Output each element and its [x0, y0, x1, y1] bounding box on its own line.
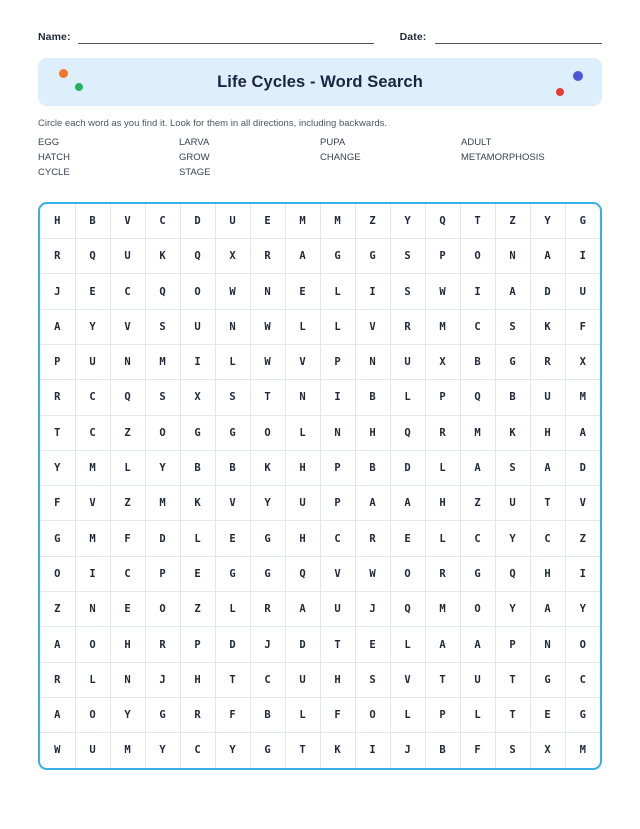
word-list-item[interactable]: GROW	[179, 151, 210, 163]
puzzle-cell[interactable]: N	[320, 415, 355, 450]
puzzle-cell[interactable]: F	[110, 521, 145, 556]
puzzle-cell[interactable]: I	[355, 733, 390, 768]
puzzle-cell[interactable]: T	[530, 486, 565, 521]
puzzle-cell[interactable]: S	[355, 662, 390, 697]
puzzle-cell[interactable]: L	[425, 521, 460, 556]
puzzle-cell[interactable]: G	[565, 204, 600, 239]
puzzle-cell[interactable]: I	[355, 274, 390, 309]
puzzle-cell[interactable]: C	[110, 556, 145, 591]
puzzle-cell[interactable]: T	[250, 380, 285, 415]
puzzle-cell[interactable]: N	[110, 662, 145, 697]
word-list-item[interactable]: HATCH	[38, 151, 71, 163]
puzzle-cell[interactable]: L	[285, 415, 320, 450]
puzzle-cell[interactable]: I	[460, 274, 495, 309]
puzzle-cell[interactable]: C	[320, 521, 355, 556]
puzzle-cell[interactable]: C	[145, 204, 180, 239]
puzzle-cell[interactable]: W	[215, 274, 250, 309]
puzzle-cell[interactable]: S	[145, 380, 180, 415]
puzzle-cell[interactable]: U	[75, 733, 110, 768]
puzzle-cell[interactable]: Q	[285, 556, 320, 591]
puzzle-cell[interactable]: J	[40, 274, 75, 309]
puzzle-cell[interactable]: C	[460, 521, 495, 556]
word-list-item[interactable]: EGG	[38, 136, 60, 148]
puzzle-cell[interactable]: S	[145, 309, 180, 344]
puzzle-cell[interactable]: F	[565, 309, 600, 344]
date-field	[400, 30, 602, 44]
puzzle-cell[interactable]: B	[355, 380, 390, 415]
puzzle-cell[interactable]: Z	[460, 486, 495, 521]
puzzle-cell[interactable]: O	[460, 239, 495, 274]
puzzle-cell[interactable]: B	[495, 380, 530, 415]
puzzle-cell[interactable]: Q	[390, 592, 425, 627]
puzzle-row	[40, 627, 600, 662]
puzzle-cell[interactable]: P	[320, 450, 355, 485]
puzzle-cell[interactable]: B	[250, 697, 285, 732]
word-search-grid[interactable]	[38, 202, 602, 770]
puzzle-cell[interactable]: C	[460, 309, 495, 344]
puzzle-cell[interactable]: G	[215, 415, 250, 450]
puzzle-cell[interactable]: R	[40, 662, 75, 697]
puzzle-row	[40, 486, 600, 521]
puzzle-cell[interactable]: O	[460, 592, 495, 627]
puzzle-cell[interactable]: A	[40, 309, 75, 344]
puzzle-cell[interactable]: E	[390, 521, 425, 556]
puzzle-cell[interactable]: D	[530, 274, 565, 309]
puzzle-cell[interactable]: M	[565, 380, 600, 415]
puzzle-row	[40, 380, 600, 415]
puzzle-cell[interactable]: W	[425, 274, 460, 309]
puzzle-cell[interactable]: I	[75, 556, 110, 591]
puzzle-cell[interactable]: E	[75, 274, 110, 309]
puzzle-cell[interactable]: E	[180, 556, 215, 591]
puzzle-cell[interactable]: Z	[495, 204, 530, 239]
puzzle-cell[interactable]: Z	[40, 592, 75, 627]
puzzle-cell[interactable]: O	[145, 415, 180, 450]
puzzle-cell[interactable]: N	[110, 345, 145, 380]
puzzle-cell[interactable]: S	[390, 274, 425, 309]
puzzle-row	[40, 274, 600, 309]
puzzle-cell[interactable]: F	[40, 486, 75, 521]
puzzle-cell[interactable]: G	[530, 662, 565, 697]
puzzle-cell[interactable]: T	[320, 627, 355, 662]
puzzle-cell[interactable]: O	[75, 697, 110, 732]
puzzle-row	[40, 521, 600, 556]
puzzle-cell[interactable]: A	[425, 627, 460, 662]
puzzle-cell[interactable]: U	[285, 486, 320, 521]
puzzle-cell[interactable]: C	[75, 380, 110, 415]
word-list-item[interactable]: LARVA	[179, 136, 210, 148]
puzzle-cell[interactable]: L	[285, 697, 320, 732]
puzzle-cell[interactable]: K	[530, 309, 565, 344]
puzzle-cell[interactable]: K	[320, 733, 355, 768]
puzzle-row	[40, 556, 600, 591]
puzzle-cell[interactable]: J	[355, 592, 390, 627]
puzzle-cell[interactable]: L	[390, 627, 425, 662]
puzzle-cell[interactable]: T	[495, 697, 530, 732]
puzzle-cell[interactable]: Q	[425, 204, 460, 239]
puzzle-cell[interactable]: Y	[530, 204, 565, 239]
puzzle-cell[interactable]: O	[145, 592, 180, 627]
puzzle-cell[interactable]: U	[565, 274, 600, 309]
puzzle-cell[interactable]: V	[110, 309, 145, 344]
puzzle-cell[interactable]: A	[285, 592, 320, 627]
puzzle-cell[interactable]: R	[355, 521, 390, 556]
puzzle-cell[interactable]: C	[75, 415, 110, 450]
puzzle-cell[interactable]: U	[320, 592, 355, 627]
puzzle-cell[interactable]: U	[460, 662, 495, 697]
puzzle-cell[interactable]: T	[215, 662, 250, 697]
puzzle-cell[interactable]: E	[215, 521, 250, 556]
puzzle-cell[interactable]: X	[530, 733, 565, 768]
puzzle-cell[interactable]: E	[530, 697, 565, 732]
puzzle-cell[interactable]: M	[320, 204, 355, 239]
puzzle-cell[interactable]: G	[250, 733, 285, 768]
puzzle-cell[interactable]: V	[285, 345, 320, 380]
puzzle-cell[interactable]: M	[145, 486, 180, 521]
puzzle-cell[interactable]: C	[180, 733, 215, 768]
puzzle-cell[interactable]: U	[495, 486, 530, 521]
puzzle-cell[interactable]: Y	[390, 204, 425, 239]
puzzle-row	[40, 204, 600, 239]
puzzle-cell[interactable]: V	[110, 204, 145, 239]
puzzle-cell[interactable]: L	[320, 274, 355, 309]
puzzle-cell[interactable]: U	[285, 662, 320, 697]
puzzle-cell[interactable]: H	[530, 415, 565, 450]
puzzle-cell[interactable]: U	[530, 380, 565, 415]
puzzle-cell[interactable]: T	[495, 662, 530, 697]
puzzle-cell[interactable]: Z	[565, 521, 600, 556]
puzzle-cell[interactable]: C	[530, 521, 565, 556]
puzzle-cell[interactable]: I	[565, 239, 600, 274]
puzzle-cell[interactable]: A	[40, 697, 75, 732]
date-label: Date:	[399, 31, 427, 43]
puzzle-cell[interactable]: F	[460, 733, 495, 768]
puzzle-cell[interactable]: K	[495, 415, 530, 450]
puzzle-cell[interactable]: M	[110, 733, 145, 768]
puzzle-cell[interactable]: G	[250, 521, 285, 556]
puzzle-cell[interactable]: R	[390, 309, 425, 344]
word-list-item[interactable]: METAMORPHOSIS	[461, 151, 545, 163]
puzzle-cell[interactable]: A	[355, 486, 390, 521]
puzzle-cell[interactable]: R	[250, 239, 285, 274]
puzzle-cell[interactable]: M	[75, 450, 110, 485]
puzzle-table	[40, 204, 600, 768]
puzzle-cell[interactable]: G	[215, 556, 250, 591]
puzzle-cell[interactable]: Q	[145, 274, 180, 309]
puzzle-cell[interactable]: H	[320, 662, 355, 697]
puzzle-cell[interactable]: R	[530, 345, 565, 380]
decorative-dot-red-icon	[556, 88, 564, 96]
puzzle-cell[interactable]: J	[145, 662, 180, 697]
puzzle-cell[interactable]: I	[180, 345, 215, 380]
puzzle-cell[interactable]: Z	[110, 415, 145, 450]
puzzle-cell[interactable]: U	[180, 309, 215, 344]
puzzle-cell[interactable]: O	[40, 556, 75, 591]
puzzle-cell[interactable]: H	[285, 521, 320, 556]
puzzle-cell[interactable]: C	[110, 274, 145, 309]
puzzle-cell[interactable]: N	[495, 239, 530, 274]
word-list-item[interactable]: CYCLE	[38, 166, 70, 178]
puzzle-cell[interactable]: D	[180, 204, 215, 239]
puzzle-cell[interactable]: G	[495, 345, 530, 380]
puzzle-cell[interactable]: W	[250, 345, 285, 380]
puzzle-cell[interactable]: L	[215, 592, 250, 627]
puzzle-cell[interactable]: N	[215, 309, 250, 344]
puzzle-cell[interactable]: G	[565, 697, 600, 732]
puzzle-cell[interactable]: A	[530, 239, 565, 274]
puzzle-cell[interactable]: N	[75, 592, 110, 627]
puzzle-cell[interactable]: X	[425, 345, 460, 380]
puzzle-row	[40, 450, 600, 485]
word-list-item[interactable]: CHANGE	[320, 151, 361, 163]
puzzle-cell[interactable]: K	[180, 486, 215, 521]
puzzle-cell[interactable]: G	[460, 556, 495, 591]
puzzle-cell[interactable]: O	[180, 274, 215, 309]
puzzle-cell[interactable]: P	[495, 627, 530, 662]
puzzle-cell[interactable]: N	[530, 627, 565, 662]
puzzle-cell[interactable]: X	[180, 380, 215, 415]
puzzle-cell[interactable]: R	[250, 592, 285, 627]
puzzle-cell[interactable]: E	[285, 274, 320, 309]
puzzle-cell[interactable]: A	[565, 415, 600, 450]
date-input-line[interactable]	[435, 30, 602, 44]
puzzle-cell[interactable]: B	[355, 450, 390, 485]
puzzle-cell[interactable]: R	[40, 380, 75, 415]
puzzle-cell[interactable]: V	[320, 556, 355, 591]
puzzle-cell[interactable]: M	[565, 733, 600, 768]
puzzle-cell[interactable]: P	[425, 697, 460, 732]
puzzle-cell[interactable]: F	[215, 697, 250, 732]
puzzle-cell[interactable]: L	[285, 309, 320, 344]
puzzle-cell[interactable]: M	[425, 592, 460, 627]
title-banner	[38, 58, 602, 106]
puzzle-row	[40, 697, 600, 732]
puzzle-cell[interactable]: V	[390, 662, 425, 697]
puzzle-cell[interactable]: A	[390, 486, 425, 521]
puzzle-cell[interactable]: R	[425, 556, 460, 591]
puzzle-cell[interactable]: Z	[180, 592, 215, 627]
puzzle-cell[interactable]: A	[460, 450, 495, 485]
puzzle-cell[interactable]: Y	[75, 309, 110, 344]
puzzle-cell[interactable]: V	[75, 486, 110, 521]
puzzle-cell[interactable]: S	[495, 450, 530, 485]
puzzle-cell[interactable]: W	[40, 733, 75, 768]
student-meta-row	[0, 0, 640, 44]
puzzle-cell[interactable]: D	[390, 450, 425, 485]
puzzle-cell[interactable]: U	[110, 239, 145, 274]
puzzle-row	[40, 733, 600, 768]
puzzle-cell[interactable]: Q	[495, 556, 530, 591]
puzzle-cell[interactable]: T	[425, 662, 460, 697]
puzzle-cell[interactable]: G	[320, 239, 355, 274]
puzzle-cell[interactable]: P	[145, 556, 180, 591]
puzzle-cell[interactable]: E	[250, 204, 285, 239]
name-label: Name:	[38, 31, 71, 43]
puzzle-cell[interactable]: L	[75, 662, 110, 697]
puzzle-cell[interactable]: N	[355, 345, 390, 380]
puzzle-cell[interactable]: D	[565, 450, 600, 485]
puzzle-cell[interactable]: D	[285, 627, 320, 662]
puzzle-cell[interactable]: N	[285, 380, 320, 415]
puzzle-cell[interactable]: A	[460, 627, 495, 662]
puzzle-cell[interactable]: T	[285, 733, 320, 768]
puzzle-cell[interactable]: Z	[110, 486, 145, 521]
puzzle-cell[interactable]: J	[250, 627, 285, 662]
puzzle-cell[interactable]: P	[425, 380, 460, 415]
word-list-item[interactable]: PUPA	[320, 136, 346, 148]
puzzle-cell[interactable]: E	[355, 627, 390, 662]
puzzle-cell[interactable]: H	[180, 662, 215, 697]
page-title: Life Cycles - Word Search	[217, 72, 423, 91]
puzzle-cell[interactable]: H	[285, 450, 320, 485]
puzzle-cell[interactable]: W	[355, 556, 390, 591]
word-list	[38, 135, 602, 180]
puzzle-cell[interactable]: S	[390, 239, 425, 274]
puzzle-cell[interactable]: S	[215, 380, 250, 415]
puzzle-cell[interactable]: Y	[495, 592, 530, 627]
puzzle-cell[interactable]: R	[145, 627, 180, 662]
puzzle-cell[interactable]: T	[460, 204, 495, 239]
puzzle-row	[40, 592, 600, 627]
puzzle-cell[interactable]: X	[565, 345, 600, 380]
puzzle-cell[interactable]: P	[180, 627, 215, 662]
puzzle-cell[interactable]: R	[425, 415, 460, 450]
puzzle-cell[interactable]: A	[530, 592, 565, 627]
puzzle-cell[interactable]: O	[75, 627, 110, 662]
puzzle-cell[interactable]: Q	[110, 380, 145, 415]
puzzle-cell[interactable]: U	[215, 204, 250, 239]
word-list-item[interactable]: STAGE	[179, 166, 211, 178]
puzzle-cell[interactable]: B	[215, 450, 250, 485]
puzzle-cell[interactable]: U	[75, 345, 110, 380]
puzzle-cell[interactable]: M	[75, 521, 110, 556]
puzzle-cell[interactable]: H	[110, 627, 145, 662]
decorative-dot-orange-icon	[59, 69, 68, 78]
puzzle-row	[40, 415, 600, 450]
name-field	[38, 30, 374, 44]
puzzle-cell[interactable]: M	[425, 309, 460, 344]
decorative-dot-blue-icon	[573, 71, 583, 81]
puzzle-cell[interactable]: G	[145, 697, 180, 732]
puzzle-cell[interactable]: P	[40, 345, 75, 380]
puzzle-cell[interactable]: L	[320, 309, 355, 344]
puzzle-cell[interactable]: G	[355, 239, 390, 274]
puzzle-cell[interactable]: W	[250, 309, 285, 344]
puzzle-cell[interactable]: R	[180, 697, 215, 732]
puzzle-cell[interactable]: C	[565, 662, 600, 697]
puzzle-cell[interactable]: O	[565, 627, 600, 662]
puzzle-cell[interactable]: P	[425, 239, 460, 274]
puzzle-cell[interactable]: I	[565, 556, 600, 591]
name-input-line[interactable]	[78, 30, 374, 44]
puzzle-row	[40, 239, 600, 274]
puzzle-cell[interactable]: A	[285, 239, 320, 274]
puzzle-cell[interactable]: V	[355, 309, 390, 344]
puzzle-cell[interactable]: V	[215, 486, 250, 521]
puzzle-cell[interactable]: Q	[180, 239, 215, 274]
puzzle-cell[interactable]: O	[355, 697, 390, 732]
puzzle-cell[interactable]: M	[285, 204, 320, 239]
puzzle-cell[interactable]: N	[250, 274, 285, 309]
puzzle-cell[interactable]: Y	[250, 486, 285, 521]
puzzle-row	[40, 309, 600, 344]
puzzle-cell[interactable]: G	[40, 521, 75, 556]
puzzle-cell[interactable]: P	[320, 345, 355, 380]
puzzle-cell[interactable]: V	[565, 486, 600, 521]
puzzle-cell[interactable]: B	[460, 345, 495, 380]
puzzle-cell[interactable]: H	[530, 556, 565, 591]
puzzle-cell[interactable]: U	[390, 345, 425, 380]
puzzle-cell[interactable]: Y	[145, 733, 180, 768]
puzzle-cell[interactable]: P	[320, 486, 355, 521]
puzzle-cell[interactable]: H	[40, 204, 75, 239]
puzzle-cell[interactable]: X	[215, 239, 250, 274]
puzzle-cell[interactable]: Q	[75, 239, 110, 274]
puzzle-cell[interactable]: S	[495, 733, 530, 768]
puzzle-cell[interactable]: L	[390, 380, 425, 415]
puzzle-cell[interactable]: B	[425, 733, 460, 768]
puzzle-cell[interactable]: Q	[390, 415, 425, 450]
puzzle-cell[interactable]: Y	[215, 733, 250, 768]
puzzle-cell[interactable]: Z	[355, 204, 390, 239]
puzzle-cell[interactable]: T	[40, 415, 75, 450]
puzzle-cell[interactable]: L	[390, 697, 425, 732]
puzzle-cell[interactable]: Y	[495, 521, 530, 556]
puzzle-cell[interactable]: Y	[40, 450, 75, 485]
puzzle-cell[interactable]: K	[145, 239, 180, 274]
puzzle-cell[interactable]: L	[425, 450, 460, 485]
puzzle-cell[interactable]: A	[495, 274, 530, 309]
puzzle-cell[interactable]: F	[320, 697, 355, 732]
puzzle-cell[interactable]: D	[215, 627, 250, 662]
puzzle-cell[interactable]: K	[250, 450, 285, 485]
puzzle-cell[interactable]: Y	[145, 450, 180, 485]
puzzle-row	[40, 345, 600, 380]
puzzle-row	[40, 662, 600, 697]
puzzle-cell[interactable]: Q	[460, 380, 495, 415]
puzzle-cell[interactable]: B	[180, 450, 215, 485]
puzzle-cell[interactable]: L	[215, 345, 250, 380]
decorative-dot-green-icon	[75, 83, 83, 91]
word-list-item[interactable]: ADULT	[461, 136, 492, 148]
puzzle-cell[interactable]: D	[145, 521, 180, 556]
puzzle-cell[interactable]: I	[320, 380, 355, 415]
puzzle-cell[interactable]: S	[495, 309, 530, 344]
puzzle-cell[interactable]: Y	[110, 697, 145, 732]
puzzle-cell[interactable]: H	[425, 486, 460, 521]
puzzle-cell[interactable]: M	[460, 415, 495, 450]
puzzle-cell[interactable]: Y	[565, 592, 600, 627]
puzzle-cell[interactable]: E	[110, 592, 145, 627]
puzzle-cell[interactable]: O	[250, 415, 285, 450]
puzzle-cell[interactable]: H	[355, 415, 390, 450]
puzzle-cell[interactable]: G	[250, 556, 285, 591]
puzzle-cell[interactable]: L	[110, 450, 145, 485]
puzzle-cell[interactable]: B	[75, 204, 110, 239]
puzzle-cell[interactable]: G	[180, 415, 215, 450]
puzzle-cell[interactable]: J	[390, 733, 425, 768]
puzzle-cell[interactable]: R	[40, 239, 75, 274]
instructions-text: Circle each word as you find it. Look for them in all directions, including backwards.	[38, 118, 388, 129]
puzzle-cell[interactable]: A	[530, 450, 565, 485]
puzzle-cell[interactable]: C	[250, 662, 285, 697]
puzzle-cell[interactable]: A	[40, 627, 75, 662]
puzzle-cell[interactable]: L	[460, 697, 495, 732]
puzzle-cell[interactable]: L	[180, 521, 215, 556]
puzzle-cell[interactable]: M	[145, 345, 180, 380]
puzzle-cell[interactable]: O	[390, 556, 425, 591]
